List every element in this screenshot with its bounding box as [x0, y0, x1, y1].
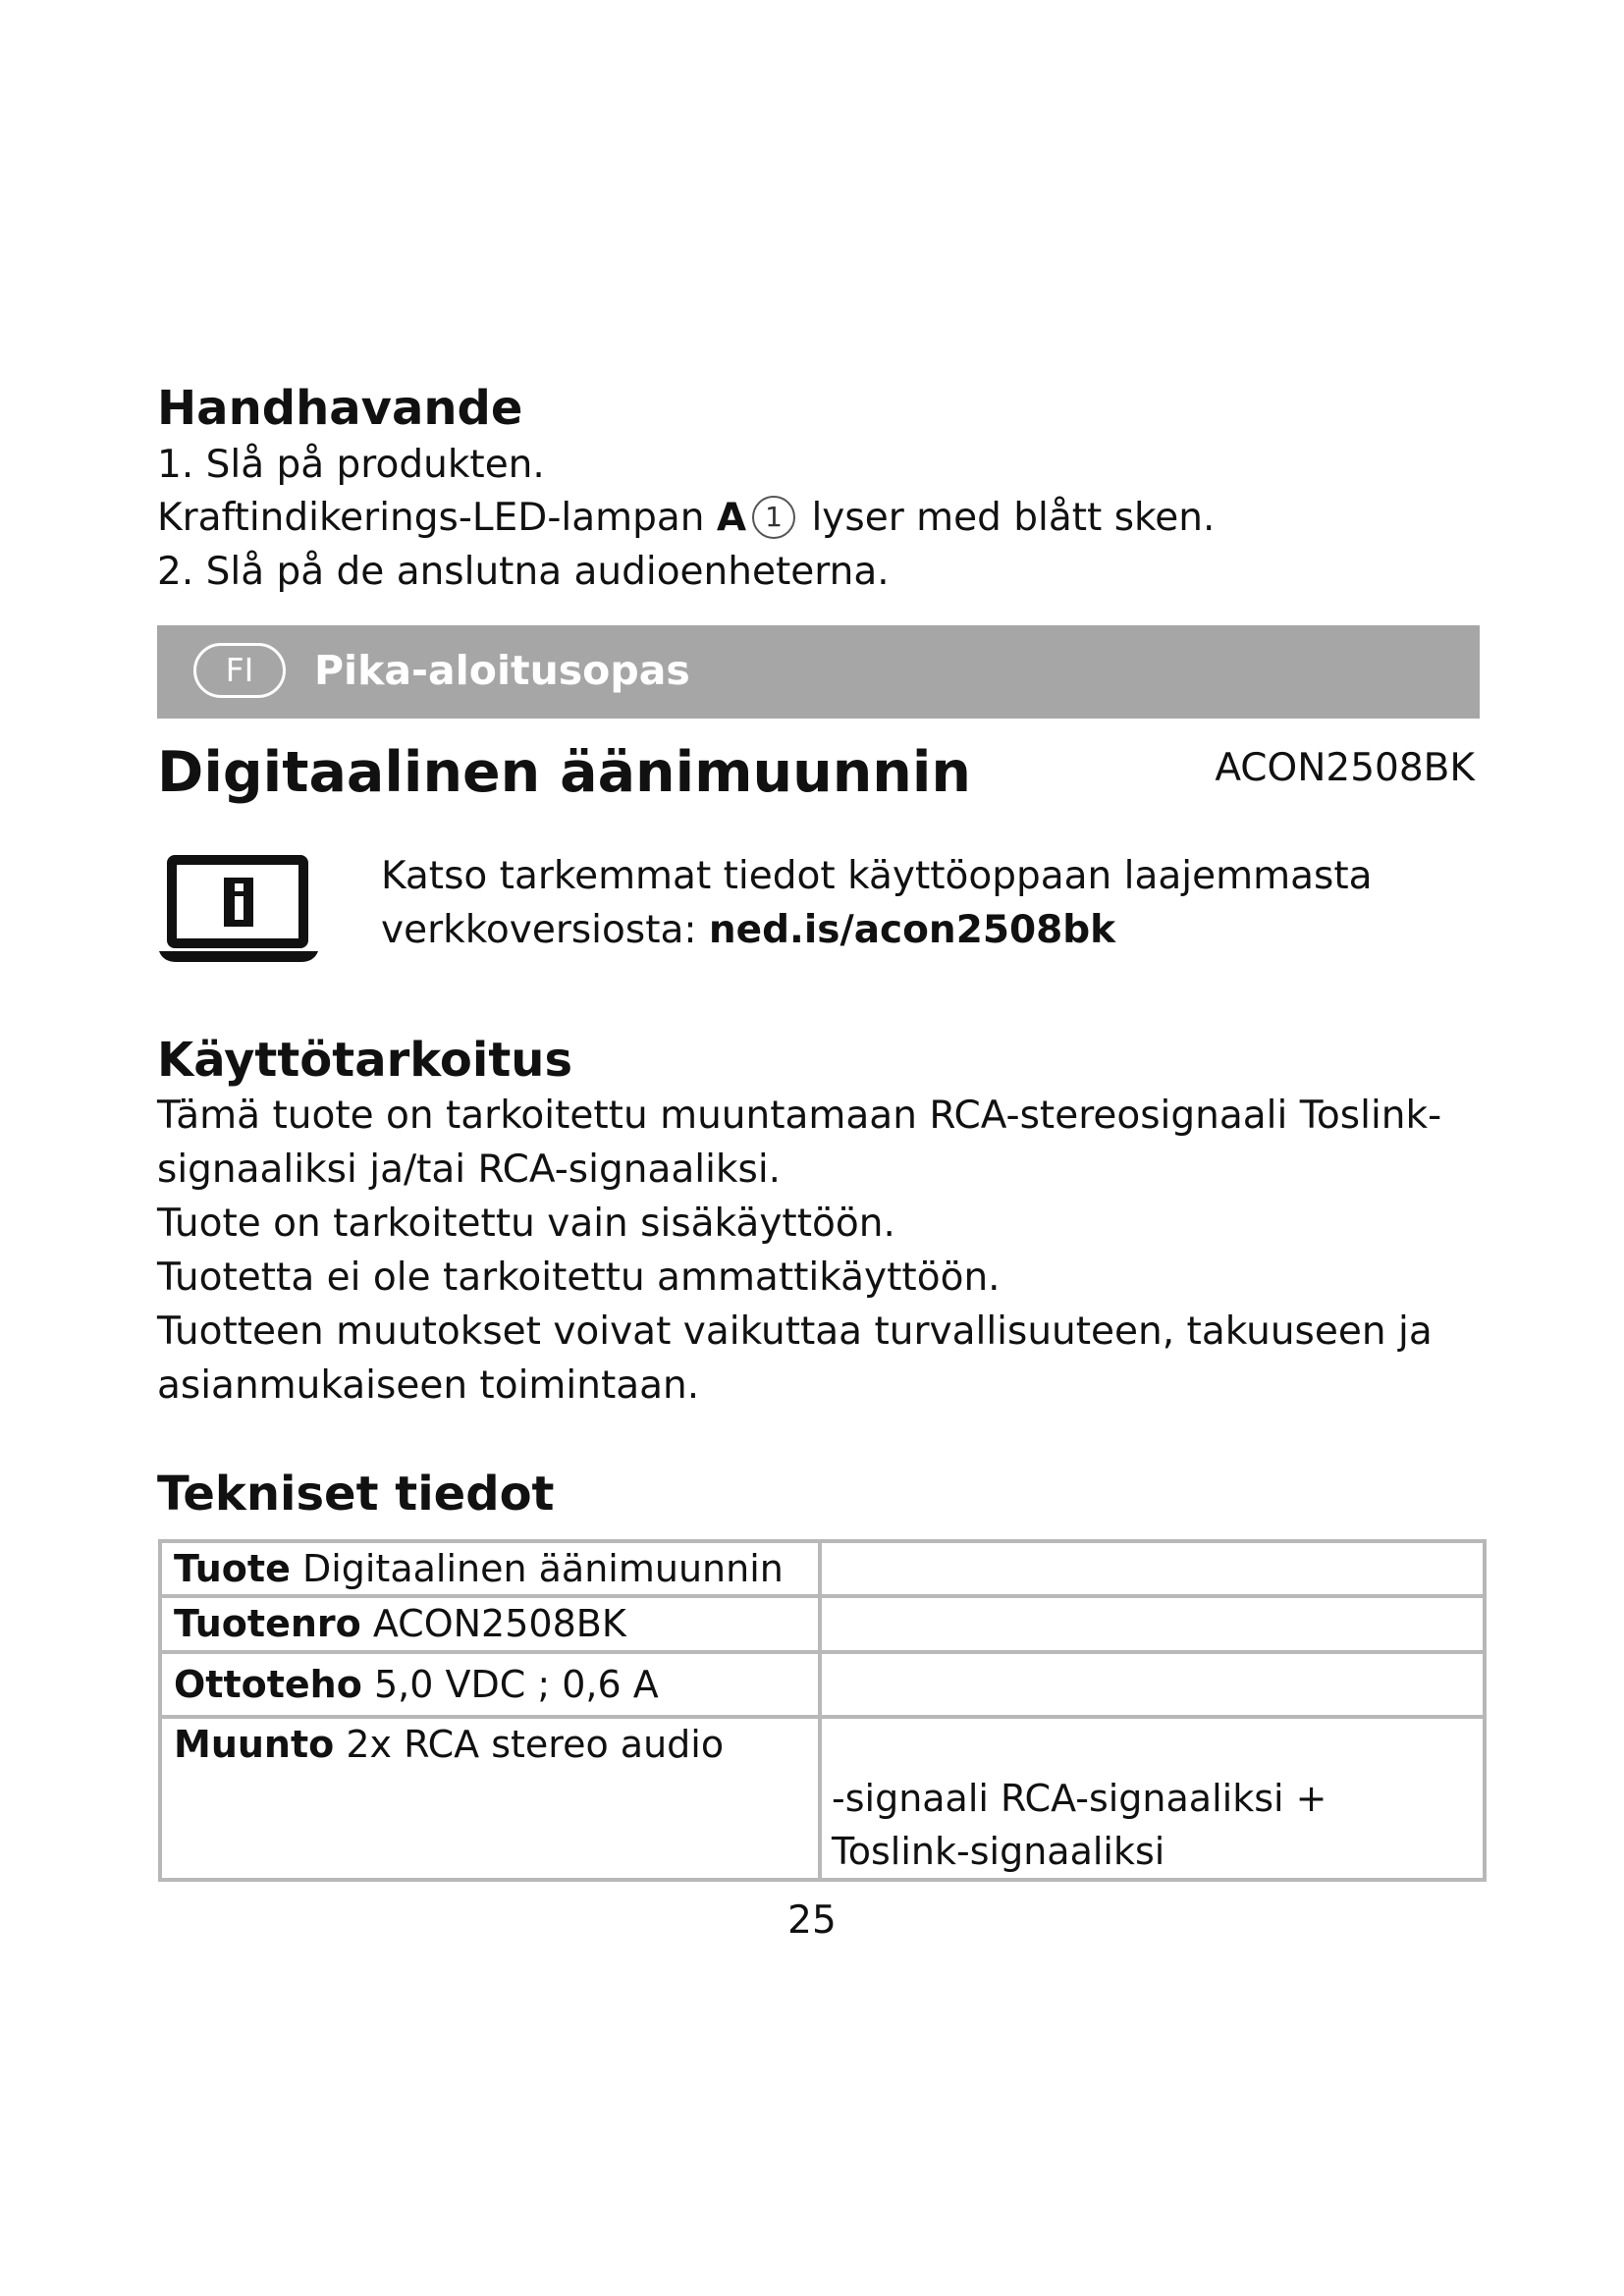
language-code-badge: FI [193, 643, 286, 698]
indicator-text-before: Kraftindikerings-LED-lampan [157, 496, 717, 540]
spec-cell [160, 1652, 820, 1717]
table-row [160, 1652, 1485, 1717]
spec-cell-empty [820, 1652, 1485, 1717]
spec-cell-conversion [820, 1717, 1485, 1880]
operation-step-2: 2. Slå på de anslutna audioenheterna. [157, 550, 890, 594]
spec-cell-empty [820, 1596, 1485, 1652]
spec-label: Muunto [174, 1723, 335, 1766]
info-line-1: Katso tarkemmat tiedot käyttöoppaan laajemmasta [381, 854, 1373, 898]
online-manual-link[interactable]: ned.is/acon2508bk [708, 908, 1116, 952]
intended-use-heading: Käyttötarkoitus [157, 1033, 573, 1088]
spec-cell [160, 1717, 820, 1880]
spec-conversion-line-2: Toslink-signaaliksi [832, 1830, 1165, 1873]
spec-value: 5,0 VDC ; 0,6 A [373, 1663, 659, 1706]
operation-step-1: 1. Slå på produkten. [157, 443, 545, 487]
banner-title: Pika-aloitusopas [314, 647, 690, 694]
intended-use-line: Tuotteen muutokset voivat vaikuttaa turvallisuuteen, takuuseen ja [157, 1309, 1433, 1354]
intended-use-line: Tämä tuote on tarkoitettu muuntamaan RCA-stereosignaali Toslink- [157, 1094, 1442, 1138]
intended-use-line: asianmukaiseen toimintaan. [157, 1363, 700, 1408]
specifications-heading: Tekniset tiedot [157, 1467, 555, 1522]
language-banner [157, 625, 1480, 719]
table-row [160, 1596, 1485, 1652]
operation-heading: Handhavande [157, 381, 523, 436]
spec-value: 2x RCA stereo audio [346, 1723, 725, 1766]
spec-value: ACON2508BK [372, 1602, 626, 1645]
specifications-table [158, 1539, 1487, 1882]
info-line-2 [381, 904, 1115, 957]
table-row [160, 1541, 1485, 1596]
operation-indicator-line [157, 492, 1215, 545]
spec-label: Tuotenro [174, 1602, 361, 1645]
spec-label: Ottoteho [174, 1663, 362, 1706]
spec-conversion-line-1: -signaali RCA-signaaliksi + [832, 1777, 1327, 1820]
table-row [160, 1717, 1485, 1880]
spec-cell [160, 1541, 820, 1596]
circled-number-icon: 1 [752, 496, 795, 539]
model-code: ACON2508BK [1215, 746, 1475, 790]
info-line-2-prefix: verkkoversiosta: [381, 908, 709, 952]
page-number: 25 [787, 1898, 837, 1943]
intended-use-line: Tuote on tarkoitettu vain sisäkäyttöön. [157, 1201, 895, 1246]
spec-value: Digitaalinen äänimuunnin [301, 1547, 784, 1590]
intended-use-line: signaaliksi ja/tai RCA-signaaliksi. [157, 1148, 782, 1192]
indicator-letter: A [716, 496, 747, 540]
spec-cell-empty [820, 1541, 1485, 1596]
indicator-text-after: lyser med blått sken. [799, 496, 1216, 540]
spec-label: Tuote [174, 1547, 291, 1590]
intended-use-line: Tuotetta ei ole tarkoitettu ammattikäyttöön. [157, 1255, 1001, 1300]
product-title: Digitaalinen äänimuunnin [157, 740, 971, 805]
spec-cell [160, 1596, 820, 1652]
laptop-info-icon [157, 854, 320, 968]
